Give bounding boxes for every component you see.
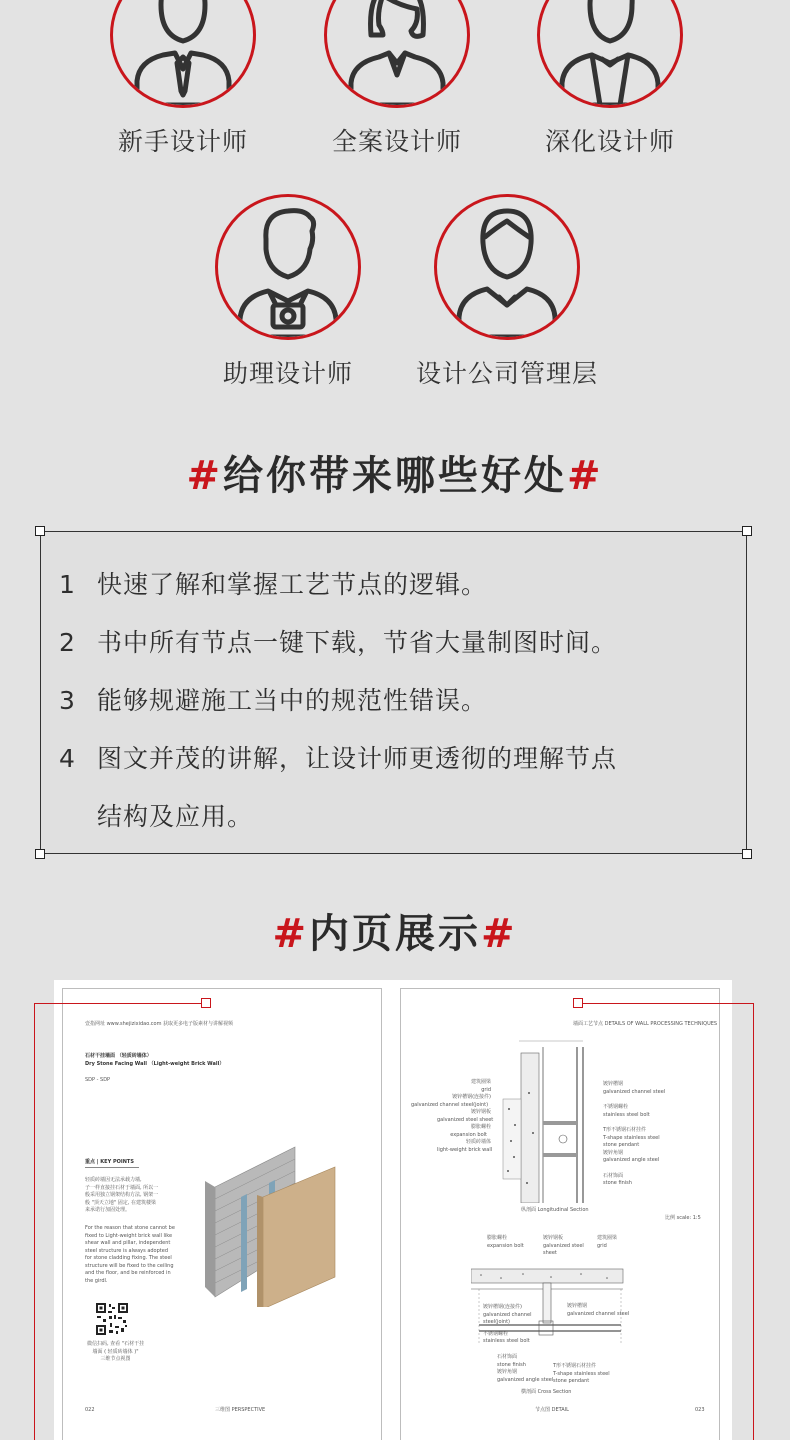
role-circle: [537, 0, 683, 108]
benefit-item: [59, 739, 617, 775]
page-code: SDP - SDP: [85, 1077, 111, 1083]
benefit-text: 快速了解和掌握工艺节点的逻辑。: [97, 570, 488, 599]
heading-text: 给你带来哪些好处: [223, 453, 567, 499]
role-detail-designer: [530, 0, 690, 158]
left-page: [62, 988, 382, 1440]
benefit-item: [59, 681, 487, 717]
page-title-cn: 石材干挂墙面 （轻质砖墙体）: [85, 1053, 152, 1059]
role-company-manager: [415, 194, 598, 390]
woman-icon: [327, 0, 467, 105]
qr-code-icon: [95, 1302, 129, 1336]
role-fullcase-designer: [317, 0, 477, 158]
page-footer: 节点图 DETAIL: [535, 1407, 569, 1413]
page-number: 023: [695, 1407, 705, 1413]
section-labels-left: 建筑圈梁 grid 镀锌槽钢(连接件) galvanized channel steel(joint) 镀锌钢板 galvanized steel sheet 膨胀螺栓 expansion bolt 轻质砖墙体 light-weight brick wall: [411, 1079, 494, 1153]
cross-labels-left: 镀锌槽钢(连接件) galvanized channel steel(joint) 不锈钢螺栓 stainless steel bolt: [483, 1304, 532, 1344]
role-assistant-designer: [208, 194, 368, 390]
man-with-camera-icon: [218, 197, 358, 337]
page-url: 壹指网址 www.shejizixidao.com 获取更多电子版素材与讲解视频: [85, 1021, 234, 1027]
hash-mark: #: [272, 911, 309, 957]
benefit-text: 书中所有节点一键下载，节省大量制图时间。: [97, 628, 618, 657]
cross-labels-top2: 镀锌钢板 galvanized steel sheet: [543, 1235, 584, 1256]
section-title: 纵剖面 Longitudinal Section: [521, 1207, 589, 1213]
red-frame-line: [34, 1003, 206, 1004]
corner-handle: [742, 849, 752, 859]
page-preview-spread: [54, 980, 732, 1440]
keypoints-cn: 轻质砖墙因无法承载力墙, 子一样直接挂石材于墙面, 所以一 般采用独立钢架结构方法, 钢架一 般 "顶天立地" 固定, 在建筑楼梁 来承诺行加固处理。: [85, 1177, 159, 1213]
section-title: 横剖面 Cross Section: [521, 1389, 572, 1395]
cross-labels-bottom-left: 石材饰面 stone finish 镀锌角钢 galvanized angle steel: [497, 1354, 554, 1383]
role-circle: [324, 0, 470, 108]
man-with-tie-icon: [113, 0, 253, 105]
heading-text: 内页展示: [309, 911, 481, 957]
wall-3d-illustration: [175, 1137, 365, 1307]
page-footer: 三维图 PERSPECTIVE: [215, 1407, 266, 1413]
qr-note: 微信扫码, 查看 "石材干挂 墙面 ( 轻质砖墙体 )" 三维节点视图: [87, 1341, 145, 1362]
longitudinal-section-drawing: [499, 1033, 609, 1203]
keypoints-title: 重点 | KEY POINTS: [85, 1159, 139, 1168]
page-title-en: Dry Stone Facing Wall （Light-weight Brick Wall）: [85, 1061, 225, 1067]
page-number: 022: [85, 1407, 95, 1413]
cross-labels-top: 膨胀螺栓 expansion bolt: [487, 1235, 524, 1249]
benefit-number: 3: [59, 686, 76, 715]
benefit-item: [59, 623, 617, 659]
hash-mark: #: [186, 453, 223, 499]
role-label: 深化设计师: [544, 127, 675, 156]
benefit-number: 2: [59, 628, 76, 657]
benefit-number: 1: [59, 570, 76, 599]
red-frame-line: [582, 1003, 754, 1004]
red-frame-line: [753, 1003, 754, 1440]
preview-heading: [0, 902, 790, 959]
cross-labels-top3: 建筑圈梁 grid: [597, 1235, 618, 1249]
section-labels-right: 镀锌槽钢 galvanized channel steel 不锈钢螺栓 stainless steel bolt T形不锈钢石材挂件 T-shape stainless steel stone pendant 镀锌角钢 galvanized angle steel 石材饰面 stone finish: [603, 1081, 666, 1186]
manager-icon: [437, 197, 577, 337]
role-label: 助理设计师: [222, 359, 353, 388]
role-circle: [215, 194, 361, 340]
benefit-text: 结构及应用。: [97, 802, 254, 831]
benefit-text: 图文并茂的讲解，让设计师更透彻的理解节点: [97, 744, 618, 773]
role-circle: [110, 0, 256, 108]
role-label: 设计公司管理层: [415, 359, 598, 388]
cross-labels-right: 镀锌槽钢 galvanized channel steel: [567, 1303, 630, 1317]
benefit-text: 能够规避施工当中的规范性错误。: [97, 686, 488, 715]
red-frame-line: [34, 1003, 35, 1440]
corner-handle: [35, 849, 45, 859]
corner-handle: [35, 526, 45, 536]
man-with-vest-icon: [540, 0, 680, 105]
keypoints-en: For the reason that stone cannot be fixed to Light-weight brick wall like shear wall and pillar, independent steel structure is always adopted for stone cladding fixing. The steel structure will be fixed to the ceiling and the floor, and be reinforced in the girdl.: [85, 1225, 175, 1284]
benefit-item-continued: [59, 797, 253, 833]
benefit-number: 4: [59, 744, 76, 773]
corner-handle: [742, 526, 752, 536]
benefits-box: [40, 531, 747, 854]
hash-mark: #: [567, 453, 604, 499]
scale-note: 比例 scale: 1:5: [665, 1215, 701, 1221]
page-header: 墙面工艺节点 DETAILS OF WALL PROCESSING TECHNIQUES: [573, 1021, 718, 1027]
benefits-heading: [0, 444, 790, 501]
benefit-item: [59, 565, 487, 601]
right-page: [400, 988, 720, 1440]
red-frame-handle: [201, 998, 211, 1008]
role-circle: [434, 194, 580, 340]
hash-mark: #: [481, 911, 518, 957]
red-frame-handle: [573, 998, 583, 1008]
role-novice-designer: [103, 0, 263, 158]
role-label: 全案设计师: [331, 127, 462, 156]
cross-labels-bottom-right: T形不锈钢石材挂件 T-shape stainless steel stone pendant: [553, 1363, 610, 1384]
role-label: 新手设计师: [117, 127, 248, 156]
